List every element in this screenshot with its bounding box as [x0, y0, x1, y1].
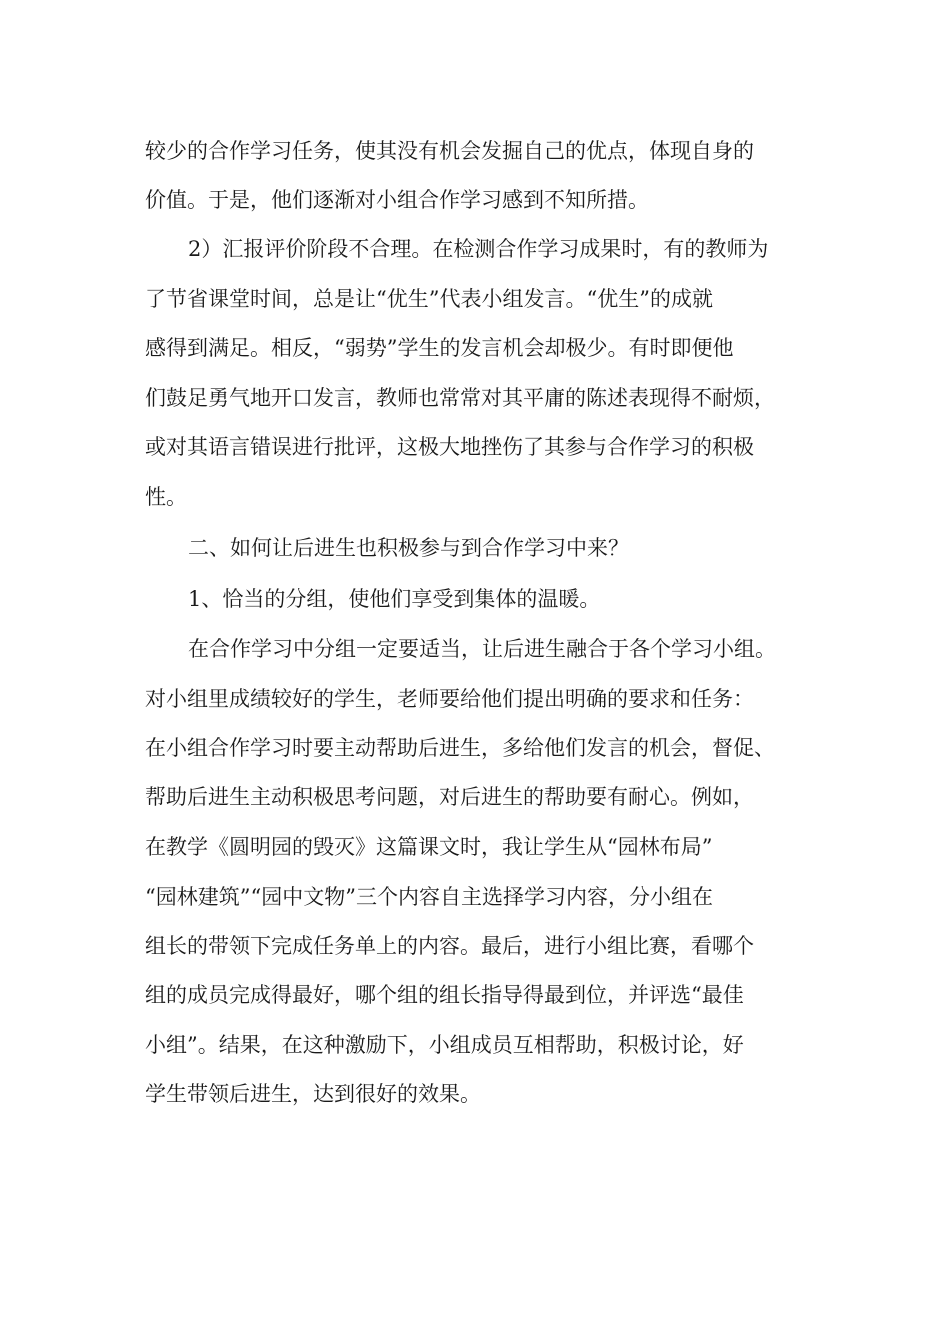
- text-line: 性。: [145, 485, 187, 509]
- text-line: “园林建筑”“园中文物”三个内容自主选择学习内容，分小组在: [145, 885, 713, 909]
- text-line: 或对其语言错误进行批评，这极大地挫伤了其参与合作学习的积极: [145, 435, 754, 459]
- text-line: 对小组里成绩较好的学生，老师要给他们提出明确的要求和任务：: [145, 687, 754, 711]
- text-line: 感得到满足。相反，“弱势”学生的发言机会却极少。有时即便他: [145, 336, 734, 360]
- text-line: 组长的带领下完成任务单上的内容。最后，进行小组比赛，看哪个: [145, 934, 754, 958]
- text-line: 在合作学习中分组一定要适当，让后进生融合于各个学习小组。: [188, 637, 776, 661]
- text-line: 价值。于是，他们逐渐对小组合作学习感到不知所措。: [145, 188, 649, 212]
- subsection-heading: 1、恰当的分组，使他们享受到集体的温暖。: [188, 587, 601, 611]
- text-line: 学生带领后进生，达到很好的效果。: [145, 1082, 481, 1106]
- text-line: 帮助后进生主动积极思考问题，对后进生的帮助要有耐心。例如，: [145, 785, 754, 809]
- text-line: 组的成员完成得最好，哪个组的组长指导得最到位，并评选“最佳: [145, 983, 744, 1007]
- text-line: 2）汇报评价阶段不合理。在检测合作学习成果时，有的教师为: [188, 237, 769, 261]
- text-line: 小组”。结果，在这种激励下，小组成员互相帮助，积极讨论，好: [145, 1033, 744, 1057]
- text-line: 们鼓足勇气地开口发言，教师也常常对其平庸的陈述表现得不耐烦，: [145, 386, 775, 410]
- text-line: 较少的合作学习任务，使其没有机会发掘自己的优点，体现自身的: [145, 139, 754, 163]
- text-line: 了节省课堂时间，总是让“优生”代表小组发言。“优生”的成就: [145, 287, 713, 311]
- section-heading: 二、如何让后进生也积极参与到合作学习中来？: [188, 536, 629, 560]
- text-line: 在小组合作学习时要主动帮助后进生，多给他们发言的机会，督促、: [145, 736, 775, 760]
- text-line: 在教学《圆明园的毁灭》这篇课文时，我让学生从“园林布局”: [145, 835, 713, 859]
